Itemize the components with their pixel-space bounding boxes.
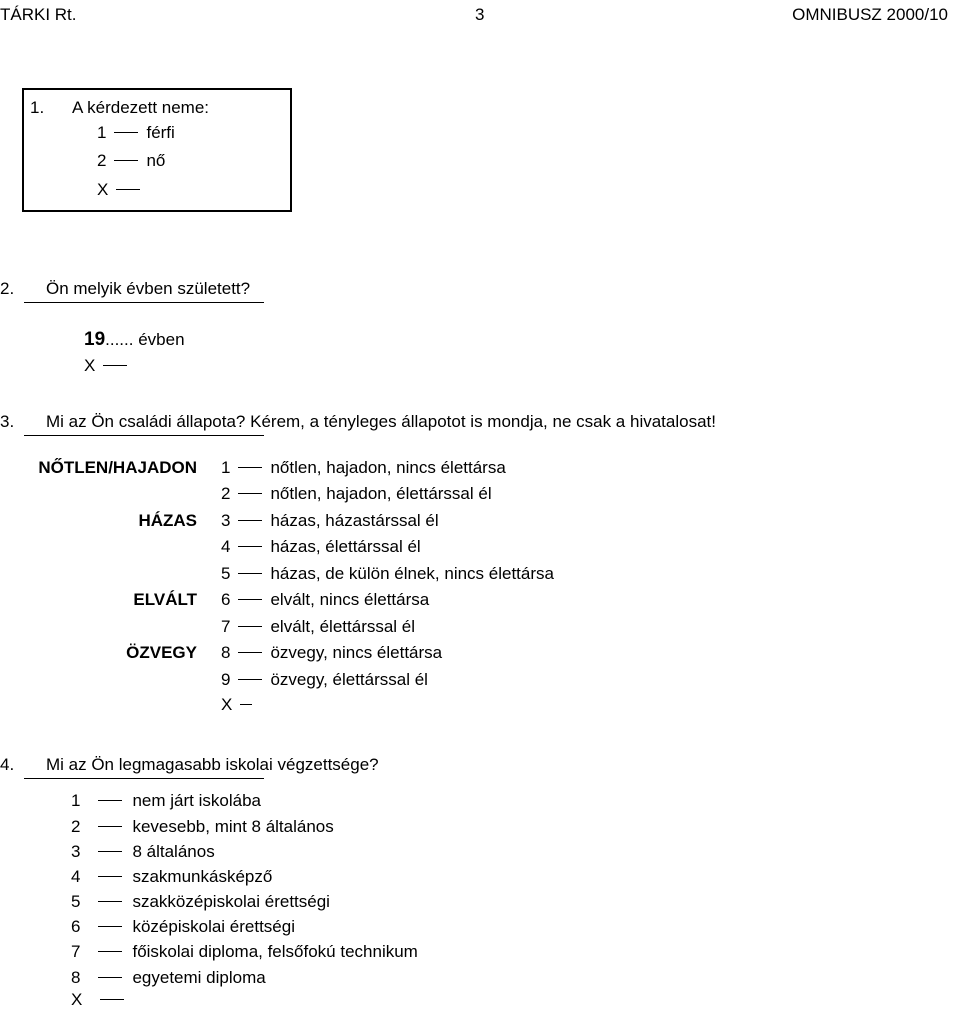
dash-line: [116, 189, 140, 190]
option-code: 4: [71, 867, 81, 886]
option-label: házas, házastárssal él: [270, 511, 439, 530]
option-code: 7: [71, 942, 81, 961]
option-label: középiskolai érettségi: [132, 917, 295, 936]
option-label: házas, de külön élnek, nincs élettársa: [270, 564, 554, 583]
option-label: özvegy, élettárssal él: [270, 670, 428, 689]
q4-option[interactable]: [71, 791, 261, 811]
option-label: egyetemi diploma: [132, 968, 266, 987]
q4-x-option[interactable]: [71, 990, 134, 1010]
q2-text: Ön melyik évben született?: [46, 279, 251, 298]
q2-underline: [24, 302, 264, 303]
dash-line: [238, 493, 262, 494]
dash-line: [103, 365, 127, 366]
q3-number: 3.: [0, 412, 15, 431]
option-label: kevesebb, mint 8 általános: [132, 817, 334, 836]
option-code: 1: [221, 458, 231, 477]
group-label-hazas: HÁZAS: [138, 511, 197, 530]
option-code: X: [221, 695, 233, 714]
q2-year-answer[interactable]: [84, 330, 185, 350]
q1-option[interactable]: [97, 123, 175, 143]
option-label: özvegy, nincs élettársa: [270, 643, 443, 662]
q3-text: Mi az Ön családi állapota? Kérem, a tényleges állapotot is mondja, ne csak a hivatalosat!: [46, 412, 716, 431]
option-code: 6: [71, 917, 81, 936]
dash-line: [238, 679, 262, 680]
dash-line: [98, 901, 122, 902]
dash-line: [238, 520, 262, 521]
header-left: TÁRKI Rt.: [0, 5, 77, 24]
q3-option[interactable]: [221, 670, 428, 690]
dash-line: [238, 467, 262, 468]
option-code: 2: [71, 817, 81, 836]
group-label-elvalt: ELVÁLT: [133, 590, 197, 609]
page-number: 3: [475, 5, 485, 24]
q3-option[interactable]: [221, 590, 429, 610]
option-code: 4: [221, 537, 231, 556]
option-code: 9: [221, 670, 231, 689]
q3-x-option[interactable]: [221, 695, 260, 715]
dash-line: [98, 851, 122, 852]
q4-option[interactable]: [71, 968, 266, 988]
q4-text: Mi az Ön legmagasabb iskolai végzettsége?: [46, 755, 379, 774]
option-code: 3: [221, 511, 231, 530]
option-code: 7: [221, 617, 231, 636]
option-label: nem járt iskolába: [132, 791, 261, 810]
option-code: X: [84, 356, 96, 375]
q4-underline: [24, 778, 264, 779]
q1-number: 1.: [30, 98, 45, 117]
q1-option[interactable]: [97, 180, 148, 200]
option-code: 1: [97, 123, 107, 142]
q4-option[interactable]: [71, 942, 418, 962]
dash-line: [114, 160, 138, 161]
option-label: 8 általános: [132, 842, 215, 861]
dash-line: [98, 876, 122, 877]
q4-option[interactable]: [71, 867, 272, 887]
option-label: nőtlen, hajadon, nincs élettársa: [270, 458, 506, 477]
option-code: 6: [221, 590, 231, 609]
q3-underline: [24, 435, 264, 436]
option-code: X: [97, 180, 109, 199]
q2-x-option[interactable]: [84, 356, 135, 376]
option-code: 2: [97, 151, 107, 170]
dash-line: [98, 926, 122, 927]
option-label: házas, élettárssal él: [270, 537, 421, 556]
group-label-notlen: NŐTLEN/HAJADON: [38, 458, 197, 477]
option-code: 3: [71, 842, 81, 861]
dash-line: [100, 999, 124, 1000]
option-code: 2: [221, 484, 231, 503]
dash-line: [98, 826, 122, 827]
q4-option[interactable]: [71, 917, 295, 937]
option-label: nőtlen, hajadon, élettárssal él: [270, 484, 492, 503]
dash-line: [98, 800, 122, 801]
dash-line: [238, 573, 262, 574]
q1-text: A kérdezett neme:: [72, 98, 210, 117]
q3-option[interactable]: [221, 458, 506, 478]
option-code: 8: [71, 968, 81, 987]
q3-option[interactable]: [221, 484, 492, 504]
dash-line: [240, 704, 252, 705]
year-suffix: ...... évben: [105, 330, 185, 349]
option-label: főiskolai diploma, felsőfokú technikum: [132, 942, 418, 961]
q1-option[interactable]: [97, 151, 165, 171]
q3-option[interactable]: [221, 511, 439, 531]
option-label: nő: [146, 151, 166, 170]
q2-number: 2.: [0, 279, 15, 298]
q3-option[interactable]: [221, 643, 442, 663]
q4-number: 4.: [0, 755, 15, 774]
dash-line: [114, 132, 138, 133]
q4-option[interactable]: [71, 842, 215, 862]
option-label: férfi: [146, 123, 175, 142]
dash-line: [98, 977, 122, 978]
group-label-ozvegy: ÖZVEGY: [126, 643, 197, 662]
option-label: szakmunkásképző: [132, 867, 273, 886]
dash-line: [238, 546, 262, 547]
option-code: 1: [71, 791, 81, 810]
dash-line: [238, 599, 262, 600]
q4-option[interactable]: [71, 892, 330, 912]
dash-line: [238, 626, 262, 627]
year-prefix: 19: [84, 329, 106, 350]
header-right: OMNIBUSZ 2000/10: [792, 5, 948, 24]
dash-line: [98, 951, 122, 952]
q3-option[interactable]: [221, 537, 421, 557]
dash-line: [238, 652, 262, 653]
q4-option[interactable]: [71, 817, 334, 837]
option-code: 8: [221, 643, 231, 662]
option-code: 5: [71, 892, 81, 911]
option-label: elvált, élettárssal él: [270, 617, 416, 636]
q3-option[interactable]: [221, 564, 554, 584]
q3-option[interactable]: [221, 617, 415, 637]
option-label: szakközépiskolai érettségi: [132, 892, 330, 911]
option-label: elvált, nincs élettársa: [270, 590, 430, 609]
option-code: 5: [221, 564, 231, 583]
option-code: X: [71, 990, 83, 1009]
